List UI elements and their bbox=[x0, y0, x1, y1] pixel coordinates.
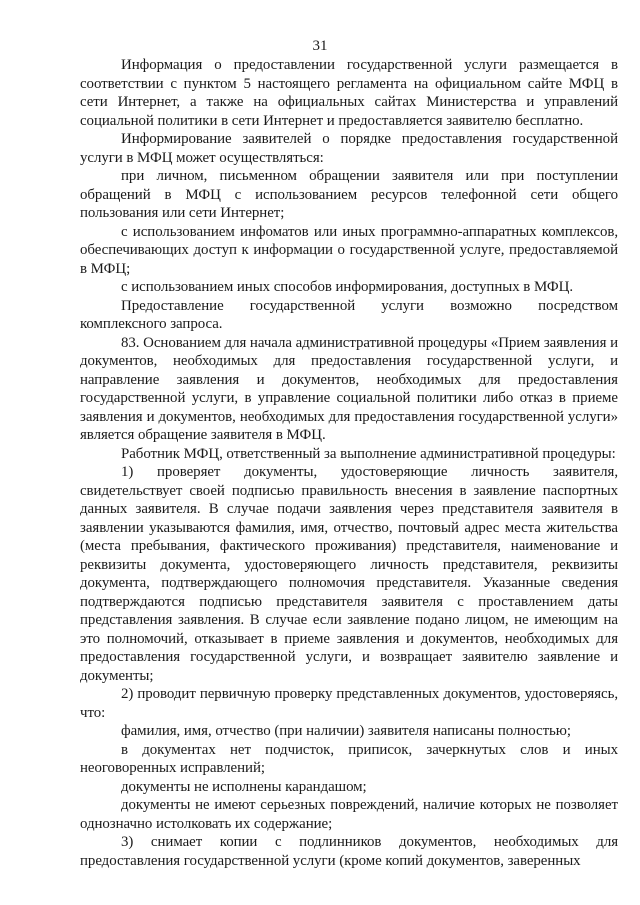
paragraph: 83. Основанием для начала административной процедуры «Прием заявления и документов, необходимых для предоставления государственной услуги, и направление заявления и документов, необходимых для предоставления государственной услуги, в управление социальной политики либо отказ в приеме заявления и документов, необходимых для предоставления государственной услуги» является обращение заявителя в МФЦ. bbox=[80, 334, 618, 443]
page-number: 31 bbox=[312, 38, 328, 54]
paragraph: Информирование заявителей о порядке предоставления государственной услуги в МФЦ может осуществляться: bbox=[80, 131, 618, 166]
paragraph: в документах нет подчисток, приписок, зачеркнутых слов и иных неоговоренных исправлений; bbox=[80, 741, 618, 776]
paragraph: Работник МФЦ, ответственный за выполнение административной процедуры: bbox=[121, 445, 616, 462]
paragraph: Предоставление государственной услуги возможно посредством комплексного запроса. bbox=[80, 297, 618, 332]
paragraph: 2) проводит первичную проверку представленных документов, удостоверяясь, что: bbox=[80, 686, 618, 721]
paragraph: 1) проверяет документы, удостоверяющие личность заявителя, свидетельствует своей подписью правильность внесения в заявление паспортных данных заявителя. В случае подачи заявления через представителя заявителя в заявлении указываются фамилия, имя, отчество, почтовый адрес места жительства (места пребывания, фактического проживания) представителя, наименование и реквизиты документа, удостоверяющего личность представителя, реквизиты документа, подтверждающего полномочия представителя. Указанные сведения подтверждаются подписью представителя заявителя с проставлением даты представления заявления. В случае если заявление подано лицом, не имеющим на это полномочий, отказывает в приеме заявления и документов, необходимых для предоставления государственной услуги, и возвращает заявителю заявление и документы; bbox=[80, 464, 618, 684]
paragraph: Информация о предоставлении государственной услуги размещается в соответствии с пунктом 5 настоящего регламента на официальном сайте МФЦ в сети Интернет, а также на официальных сайтах Министерства и управлений социальной политики в сети Интернет и предоставляется заявителю бесплатно. bbox=[80, 57, 618, 129]
paragraph: документы не имеют серьезных повреждений, наличие которых не позволяет однозначно истолковать их содержание; bbox=[80, 797, 618, 832]
paragraph: при личном, письменном обращении заявителя или при поступлении обращений в МФЦ с использованием ресурсов телефонной сети общего пользования или сети Интернет; bbox=[80, 168, 618, 221]
paragraph: фамилия, имя, отчество (при наличии) заявителя написаны полностью; bbox=[121, 723, 571, 739]
paragraph: с использованием инфоматов или иных программно-аппаратных комплексов, обеспечивающих доступ к информации о государственной услуге, предоставляемой в МФЦ; bbox=[80, 223, 618, 277]
document-body bbox=[80, 56, 618, 870]
paragraph: 3) снимает копии с подлинников документов, необходимых для предоставления государственной услуги (кроме копий документов, заверенных bbox=[80, 834, 618, 869]
paragraph: с использованием иных способов информирования, доступных в МФЦ. bbox=[121, 279, 574, 295]
paragraph: документы не исполнены карандашом; bbox=[121, 778, 367, 795]
